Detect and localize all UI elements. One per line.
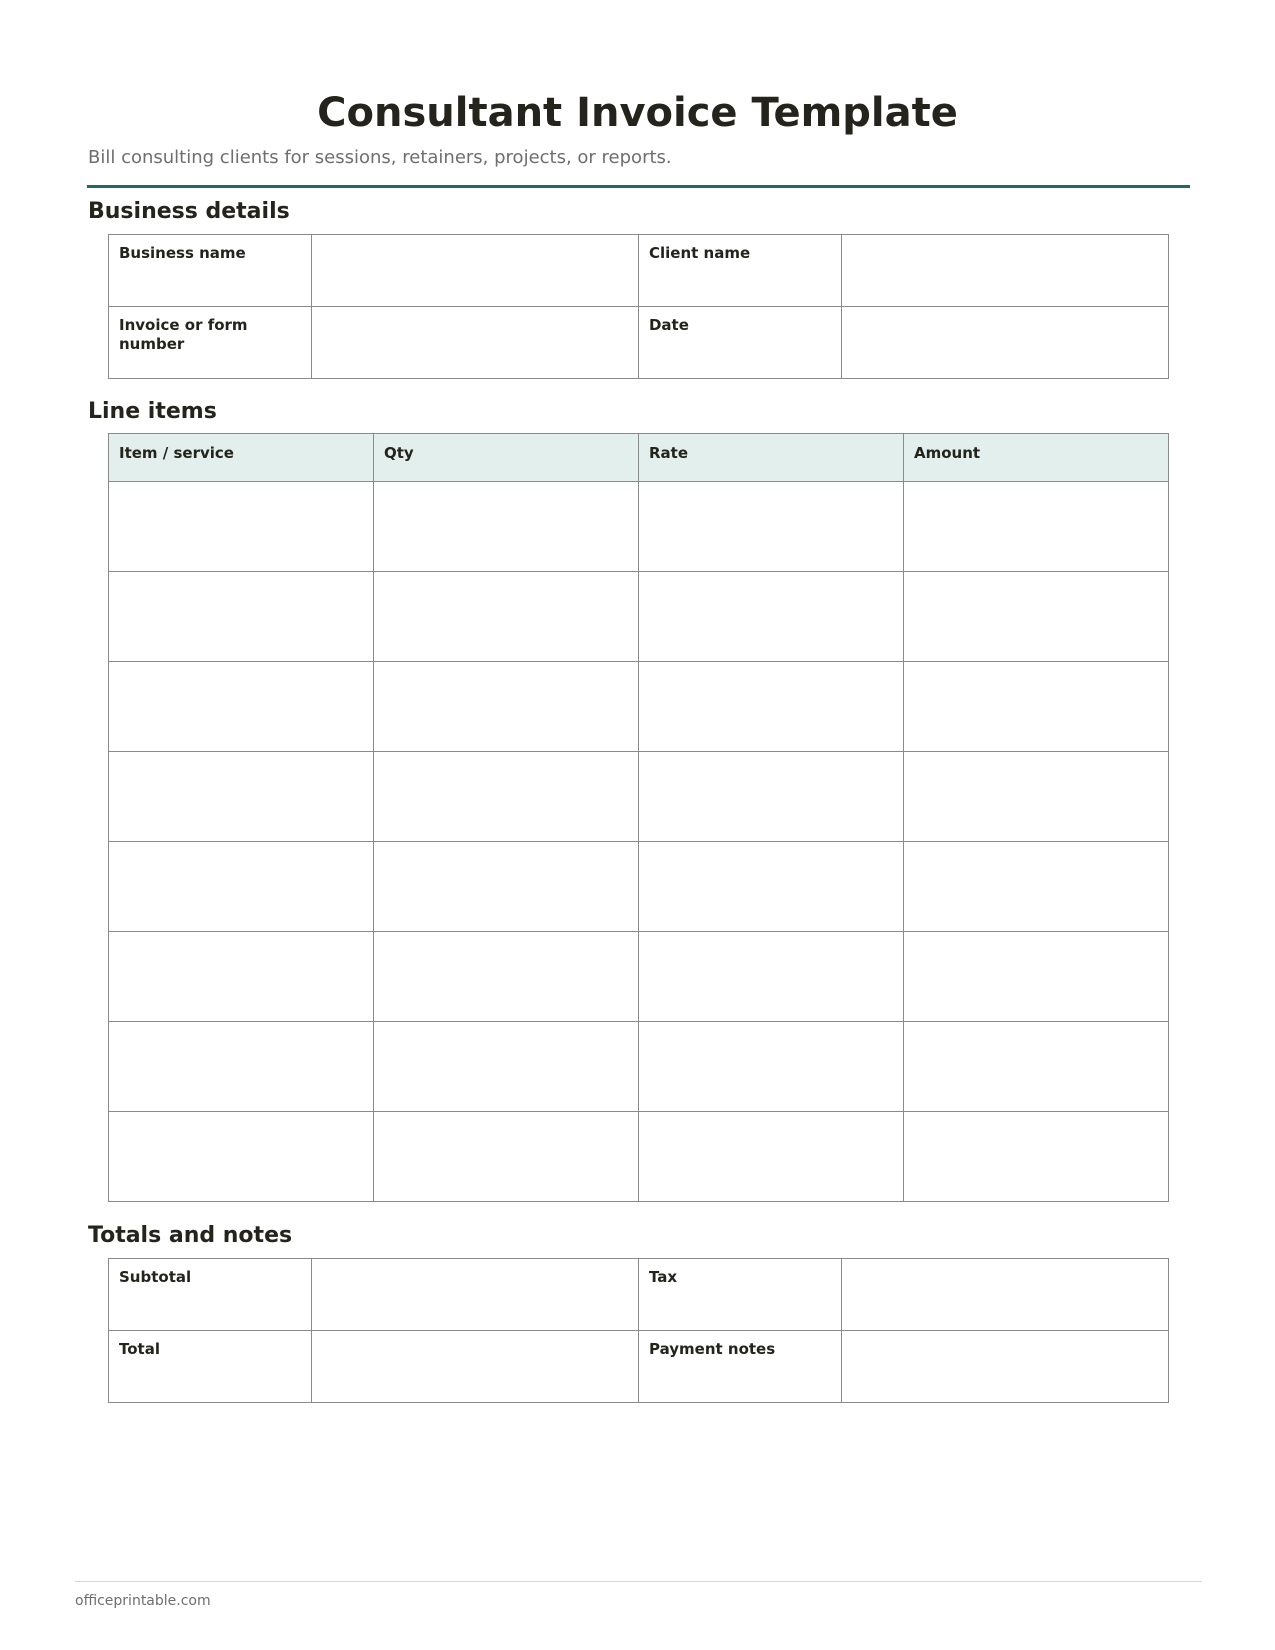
- date-field[interactable]: [842, 307, 1169, 379]
- footer-divider: [75, 1581, 1202, 1582]
- tax-field[interactable]: [842, 1259, 1169, 1331]
- rate-cell[interactable]: [639, 1112, 904, 1202]
- line-items-heading: Line items: [88, 399, 217, 424]
- qty-cell[interactable]: [374, 662, 639, 752]
- invoice-number-label: Invoice or form number: [109, 307, 312, 379]
- amount-cell[interactable]: [904, 842, 1169, 932]
- footer-site: officeprintable.com: [75, 1593, 211, 1609]
- column-header-amount: Amount: [904, 434, 1169, 482]
- qty-cell[interactable]: [374, 752, 639, 842]
- business-name-field[interactable]: [312, 235, 639, 307]
- item-cell[interactable]: [109, 572, 374, 662]
- table-row: [109, 752, 1169, 842]
- table-row: [109, 842, 1169, 932]
- item-cell[interactable]: [109, 662, 374, 752]
- column-header-qty: Qty: [374, 434, 639, 482]
- subtotal-label: Subtotal: [109, 1259, 312, 1331]
- item-cell[interactable]: [109, 932, 374, 1022]
- business-details-heading: Business details: [88, 199, 290, 224]
- rate-cell[interactable]: [639, 1022, 904, 1112]
- totals-row: [109, 1331, 1169, 1403]
- qty-cell[interactable]: [374, 482, 639, 572]
- table-row: [109, 662, 1169, 752]
- amount-cell[interactable]: [904, 662, 1169, 752]
- totals-notes-table: [108, 1258, 1169, 1403]
- rate-cell[interactable]: [639, 662, 904, 752]
- client-name-field[interactable]: [842, 235, 1169, 307]
- qty-cell[interactable]: [374, 1112, 639, 1202]
- table-row: [109, 1112, 1169, 1202]
- title-divider: [87, 185, 1190, 188]
- line-items-header-row: [109, 434, 1169, 482]
- table-row: [109, 482, 1169, 572]
- totals-notes-heading: Totals and notes: [88, 1223, 293, 1248]
- page-subtitle: Bill consulting clients for sessions, retainers, projects, or reports.: [88, 147, 672, 168]
- amount-cell[interactable]: [904, 482, 1169, 572]
- rate-cell[interactable]: [639, 842, 904, 932]
- client-name-label: Client name: [638, 235, 841, 307]
- date-label: Date: [638, 307, 841, 379]
- amount-cell[interactable]: [904, 752, 1169, 842]
- column-header-item: Item / service: [109, 434, 374, 482]
- totals-row: [109, 1259, 1169, 1331]
- business-name-label: Business name: [109, 235, 312, 307]
- business-details-table: [108, 234, 1169, 379]
- item-cell[interactable]: [109, 1022, 374, 1112]
- qty-cell[interactable]: [374, 1022, 639, 1112]
- item-cell[interactable]: [109, 1112, 374, 1202]
- qty-cell[interactable]: [374, 842, 639, 932]
- item-cell[interactable]: [109, 842, 374, 932]
- rate-cell[interactable]: [639, 752, 904, 842]
- item-cell[interactable]: [109, 752, 374, 842]
- table-row: [109, 1022, 1169, 1112]
- amount-cell[interactable]: [904, 1112, 1169, 1202]
- line-items-table: [108, 433, 1169, 1202]
- business-details-row: [109, 235, 1169, 307]
- payment-notes-label: Payment notes: [638, 1331, 841, 1403]
- invoice-number-field[interactable]: [312, 307, 639, 379]
- item-cell[interactable]: [109, 482, 374, 572]
- amount-cell[interactable]: [904, 1022, 1169, 1112]
- total-field[interactable]: [312, 1331, 639, 1403]
- table-row: [109, 572, 1169, 662]
- column-header-rate: Rate: [639, 434, 904, 482]
- tax-label: Tax: [638, 1259, 841, 1331]
- page-title: Consultant Invoice Template: [317, 90, 958, 136]
- qty-cell[interactable]: [374, 932, 639, 1022]
- total-label: Total: [109, 1331, 312, 1403]
- rate-cell[interactable]: [639, 572, 904, 662]
- qty-cell[interactable]: [374, 572, 639, 662]
- amount-cell[interactable]: [904, 572, 1169, 662]
- business-details-row: [109, 307, 1169, 379]
- table-row: [109, 932, 1169, 1022]
- subtotal-field[interactable]: [312, 1259, 639, 1331]
- payment-notes-field[interactable]: [842, 1331, 1169, 1403]
- amount-cell[interactable]: [904, 932, 1169, 1022]
- rate-cell[interactable]: [639, 482, 904, 572]
- rate-cell[interactable]: [639, 932, 904, 1022]
